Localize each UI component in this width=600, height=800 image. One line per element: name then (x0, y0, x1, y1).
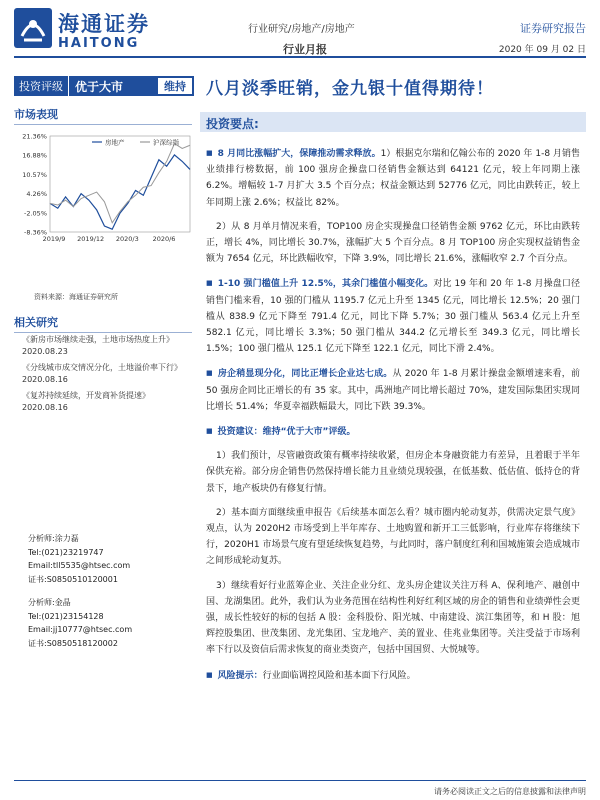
company-logo (14, 8, 52, 48)
analyst-cert: 证书:S0850510120001 (28, 574, 118, 584)
key-points-body (206, 145, 580, 692)
logo-text-en: HAITONG (58, 36, 140, 51)
y-tick-label: -8.36% (24, 228, 47, 237)
report-date: 2020 年 09 月 02 日 (498, 45, 586, 55)
related-list (22, 334, 192, 418)
rating-status: 维持 (158, 78, 192, 94)
analyst-name: 分析师:涂力磊 (28, 534, 79, 543)
key-point: ■ 风险提示：行业面临调控风险和基本面下行风险。 (206, 667, 580, 684)
key-point: 1）我们预计，尽管融资政策有概率持续收紧，但房企本身融资能力有差异，且着眼于半年保供充裕。部分房企销售仍然保持增长能力且业绩兑现较强，在低基数、低估值、低持仓的背景下，地产板块仍有修复行情。 (206, 451, 580, 494)
report-category: 行业研究/房地产/房地产 (248, 24, 355, 35)
y-tick-label: 16.88% (22, 151, 47, 160)
analyst-info (28, 532, 193, 650)
report-meta (499, 20, 586, 55)
logo-text-cn: 海通证券 (58, 12, 150, 36)
key-point: ■ 房企稍显现分化，同比正增长企业达七成。从 2020 年 1-8 月累计操盘金额增速来看，前 50 强房企同比正增长的有 35 家。其中，禹洲地产同比增长超过 70%，建发国际集团实现同比增长 51.4%；华夏幸福跌幅最大，同比下跌 39.3%。 (206, 365, 580, 415)
related-item-title: 《新房市场继续走强，土地市场热度上升》 (22, 335, 174, 344)
related-item-date: 2020.08.23 (22, 347, 68, 356)
related-item[interactable] (22, 390, 192, 414)
analyst-tel: Tel:(021)23219747 (28, 547, 104, 557)
analyst-cert: 证书:S0850518120002 (28, 638, 118, 648)
chart-source: 资料来源：海通证券研究所 (34, 293, 118, 301)
key-point: ■ 投资建议：维持“优于大市”评级。 (206, 423, 580, 440)
analyst-email[interactable]: Email:jj10777@htsec.com (28, 625, 133, 634)
report-title: 八月淡季旺销，金九银十值得期待！ (206, 79, 494, 99)
x-tick-label: 2020/3 (115, 235, 139, 243)
disclaimer-footer: 请务必阅读正文之后的信息披露和法律声明 (434, 787, 586, 796)
key-point: 2）基本面方面继续重申报告《后续基本面怎么看？城市圈内轮动复苏，供需决定景气度》观点，认为 2020H2 市场受到上半年库存、土地购置和新开工三低影响，行业库存将继续下行，2020H1 市场景气度有望延续恢复趋势，与此同时，落户制度红利和国城施策会造成城市之间形成轮动复苏。 (206, 507, 580, 567)
key-point: ■ 1-10 强门槛值上升 12.5%，其余门槛值小幅变化。对比 19 年和 20 年 1-8 月操盘口径销售门槛来看，10 强的门槛从 1195.7 亿元上升至 1345 亿元，同比增长 12.5%；20 强门槛从 838.9 亿元下降至 791.4 亿元，同比下降 5.7%；30 强门槛从 563.4 亿元上升至 582.1 亿元，同比增长 3.3%；50 强门槛从 344.2 亿元增长至 349.3 亿元，同比增长 1.5%；100 强门槛从 125.1 亿元下降至 122.1 亿元，同比下滑 2.4%。 (206, 275, 580, 357)
y-tick-label: 21.36% (22, 132, 47, 141)
legend-label: 房地产 (105, 138, 125, 147)
related-item-title: 《复苏持续延续，开发商补货提速》 (22, 391, 150, 400)
market-section-title: 市场表现 (14, 106, 192, 125)
analyst-name: 分析师:金晶 (28, 598, 71, 607)
related-item[interactable] (22, 334, 192, 358)
key-point: 3）继续看好行业蓝筹企业、关注企业分红、龙头房企建议关注万科 A、保利地产、融创中国、龙湖集团。此外，我们认为业务范围在结构性利好红利区域的房企的销售和业绩弹性会更强，成长性较好的标的包括 A 股：金科股份、阳光城、中南建设、滨江集团等，和 H 股：旭辉控股集团、世茂集团、龙光集团、宝龙地产、美的置业、佳兆业集团等。关注受益于市场利率下行以及资信后需求恢复的商业类资产，包括中国国贸、大悦城等。 (206, 580, 580, 656)
y-tick-label: 4.26% (26, 190, 47, 199)
analyst-tel: Tel:(021)23154128 (28, 611, 104, 621)
legend-label: 沪深综指 (153, 138, 179, 147)
related-item-title: 《分线城市成交情况分化，土地溢价率下行》 (22, 363, 182, 372)
key-points-title: 投资要点: (206, 117, 259, 131)
key-points-header (200, 112, 586, 132)
header-divider (14, 56, 586, 58)
report-category-block (248, 20, 398, 57)
series-line-real-estate (50, 155, 190, 229)
y-tick-label: -2.05% (24, 209, 47, 218)
footer-divider (14, 780, 586, 781)
related-item-date: 2020.08.16 (22, 403, 68, 412)
series-line-index (50, 144, 190, 223)
report-kind: 证券研究报告 (520, 22, 586, 35)
report-type: 行业月报 (283, 43, 327, 56)
x-tick-label: 2019/9 (42, 235, 66, 243)
related-section-title: 相关研究 (14, 314, 192, 333)
y-tick-label: 10.57% (22, 170, 47, 179)
market-chart (14, 128, 194, 248)
related-item-date: 2020.08.16 (22, 375, 68, 384)
x-tick-label: 2020/6 (152, 235, 176, 243)
x-tick-label: 2019/12 (77, 235, 105, 243)
investment-rating (14, 76, 194, 96)
rating-label: 投资评级 (14, 76, 69, 96)
related-item[interactable] (22, 362, 192, 386)
rating-value: 优于大市 (75, 79, 124, 94)
key-point: 2）从 8 月单月情况来看，TOP100 房企实现操盘口径销售金额 9762 亿元，环比由跌转正，增长 4%，同比增长 30.7%，涨幅扩大 5 个百分点。8 月 TOP100 房企实现权益销售金额为 7654 亿元，环比跌幅收窄，下降 3.9%，同比增长 21.6%，涨幅收窄 2.7 个百分点。 (206, 221, 580, 265)
chart-frame (50, 136, 190, 232)
analyst-email[interactable]: Email:tll5535@htsec.com (28, 561, 131, 570)
key-point: ■ 8 月同比涨幅扩大，保障推动需求释放。1）根据克尔瑞和亿翰公布的 2020 年 1-8 月销售业绩排行榜数据，前 100 强房企操盘口径销售金额达到 64121 亿元，较上年同期上涨 6.2%。增幅较 1-7 月扩大 3.5 个百分点；权益金额达到 52776 亿元，同比由跌转正，较上年同期上涨 2.6%；权益比 82%。 (206, 145, 580, 211)
